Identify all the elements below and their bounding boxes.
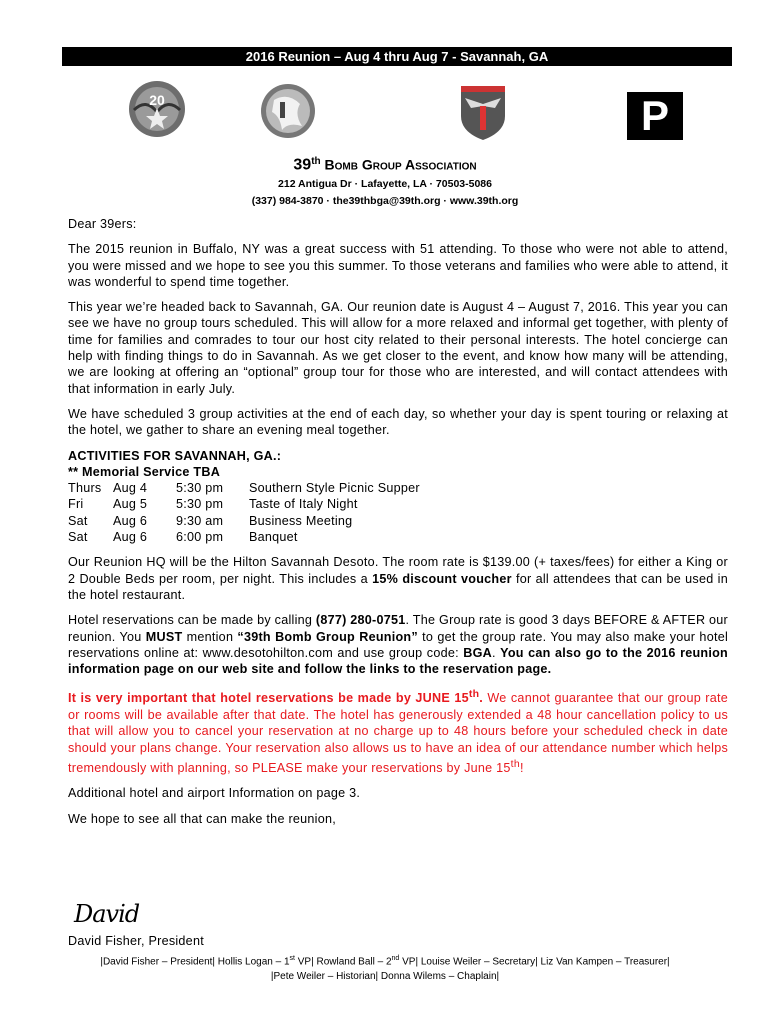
closing: We hope to see all that can make the reunion, (68, 811, 336, 826)
signature: David (74, 900, 140, 928)
activities-list (68, 448, 728, 546)
signoff: David Fisher, President (68, 934, 204, 948)
bomb-group-emblem (260, 82, 316, 140)
emblem-row (0, 80, 770, 150)
hotel-paragraph: Our Reunion HQ will be the Hilton Savannah Desoto. The room rate is $139.00 (+ taxes/fees) for either a King or 2 Double Beds per room, per night. This includes a 15% discount voucher for all attendees that can be used in the hotel restaurant. (68, 555, 728, 602)
reservation-paragraph: Hotel reservations can be made by calling (877) 280-0751. The Group rate is good 3 days BEFORE & AFTER our reunion. You MUST mention “39th Bomb Group Reunion” to get the group rate. You may also make your hotel reservations online at: www.desotohilton.com and use group code: BGA. You can also go to the 2016 reunion information page on our web site and follow the links to the reservation page. (68, 613, 728, 677)
memorial-note: ** Memorial Service TBA (68, 464, 221, 479)
greeting: Dear 39ers: (68, 217, 137, 231)
activity-row: Sat Aug 6 6:00 pm Banquet (68, 530, 298, 545)
activity-row: Fri Aug 5 5:30 pm Taste of Italy Night (68, 497, 358, 512)
org-name: 39th Bomb Group Association (293, 156, 477, 174)
paragraph: The 2015 reunion in Buffalo, NY was a great success with 51 attending. To those who were not able to attend, you were missed and we hope to see you this summer. To those veterans and families who were able to attend, it was wonderful to spend time together. (68, 242, 728, 289)
letter-body (68, 216, 728, 836)
paragraph: This year we’re headed back to Savannah, GA. Our reunion date is August 4 – August 7, 2016. This year you can see we have no group tours scheduled. This will allow for a more relaxed and informal get together, with plenty of time for families and comrades to tour our host city related to their personal interests. The hotel concierge can help with finding things to do in Savannah. As we get closer to the event, and know how many will be attending, we are looking at offering an “optional” group tour for those who are interested, and will contact attendees with that information in early July. (68, 300, 728, 396)
parking-icon: P (627, 92, 683, 140)
emblem-number: 20 (149, 92, 165, 108)
twentieth-air-force-emblem (128, 80, 186, 138)
squadron-shield-emblem (455, 82, 511, 142)
deadline-paragraph: It is very important that hotel reservations be made by JUNE 15th. We cannot guarantee that our group rate or rooms will be available after that date. The hotel has generously extended a 48 hour cancellation policy to us that will allow you to cancel your reservation at no charge up to 48 hours before your scheduled check in date should your plans change. Your reservation also allows us to have an idea of our attendance number which helps tremendously with planning, so PLEASE make your reservations by June 15th! (68, 688, 728, 775)
officers-line-1: |David Fisher – President| Hollis Logan – 1st VP| Rowland Ball – 2nd VP| Louise Weiler – Secretary| Liz Van Kampen – Treasurer| (100, 955, 670, 968)
letterhead (0, 156, 770, 209)
reunion-banner: 2016 Reunion – Aug 4 thru Aug 7 - Savannah, GA (62, 47, 732, 66)
activities-title: ACTIVITIES FOR SAVANNAH, GA.: (68, 448, 282, 463)
officers-line-2: |Pete Weiler – Historian| Donna Wilems – Chaplain| (270, 971, 500, 983)
paragraph: We have scheduled 3 group activities at the end of each day, so whether your day is spent touring or relaxing at the hotel, we gather to share an evening meal together. (68, 406, 728, 438)
paragraph: Additional hotel and airport Information on page 3. (68, 786, 361, 801)
officers-footer (0, 951, 770, 984)
activity-row: Thurs Aug 4 5:30 pm Southern Style Picnic Supper (68, 481, 420, 496)
activity-row: Sat Aug 6 9:30 am Business Meeting (68, 513, 353, 528)
org-address: 212 Antigua Dr · Lafayette, LA · 70503-5086 (278, 177, 492, 190)
org-contact: (337) 984-3870 · the39thbga@39th.org · www.39th.org (251, 194, 519, 207)
